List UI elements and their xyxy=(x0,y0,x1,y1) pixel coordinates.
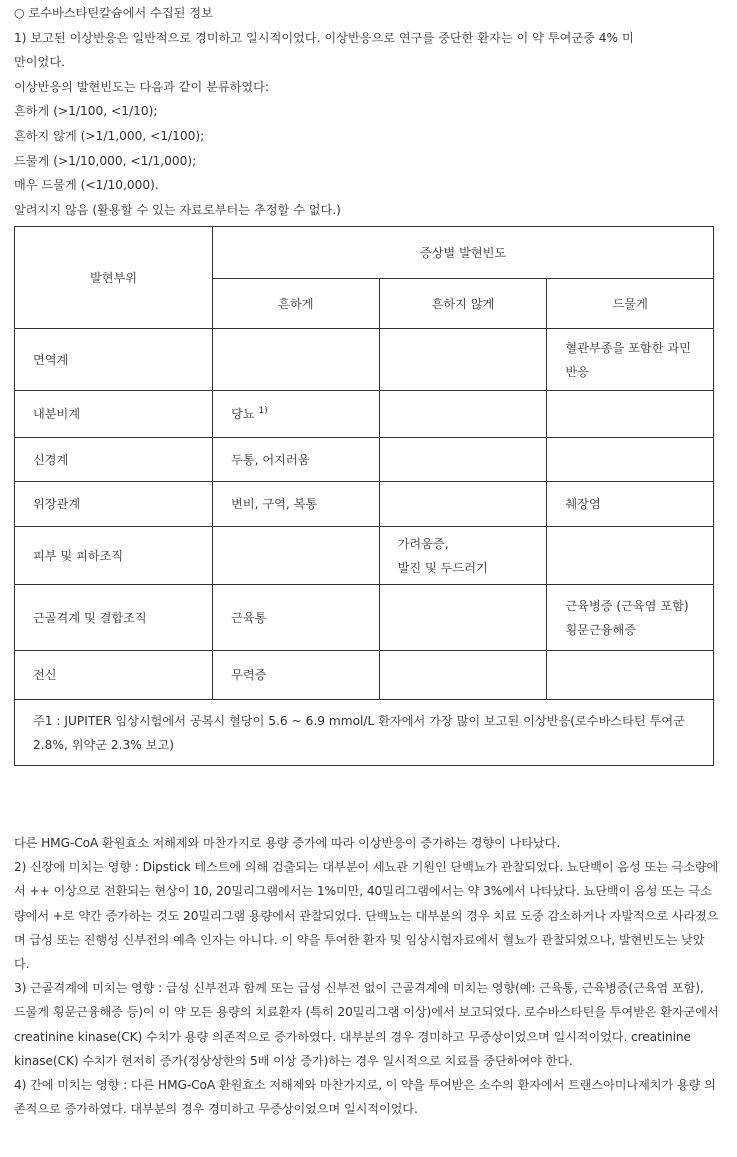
common-cell xyxy=(213,391,380,438)
intro-line-1: 1) 보고된 이상반응은 일반적으로 경미하고 일시적이었다. 이상반응으로 연구를 중단한 환자는 이 약 투여군중 4% 미 xyxy=(14,30,634,45)
site-cell: 내분비계 xyxy=(15,391,213,438)
common-text: 당뇨 xyxy=(231,407,255,421)
site-cell: 피부 및 피하조직 xyxy=(15,527,213,585)
table-row xyxy=(15,651,714,700)
table-row xyxy=(15,527,714,585)
intro-line-2: 만이었다. xyxy=(14,55,65,70)
site-cell: 근골격계 및 결합조직 xyxy=(15,585,213,651)
common-cell xyxy=(213,329,380,391)
uncommon-cell xyxy=(379,482,547,527)
col-rare-header: 드물게 xyxy=(547,279,714,329)
uncommon-cell xyxy=(379,329,547,391)
common-cell: 두통, 어지러움 xyxy=(213,438,380,482)
rare-cell xyxy=(547,527,714,585)
footnote-marker: 1) xyxy=(258,406,268,416)
table-row xyxy=(15,482,714,527)
uncommon-cell xyxy=(379,391,547,438)
common-cell: 무력증 xyxy=(213,651,380,700)
site-cell: 위장관계 xyxy=(15,482,213,527)
site-cell: 전신 xyxy=(15,651,213,700)
common-cell xyxy=(213,527,380,585)
body-paragraph-3: 3) 근골격계에 미치는 영향 : 급성 신부전과 함께 또는 급성 신부전 없이 근골격계에 미치는 영향(예: 근육통, 근육병증(근육염 포함), 드물게 횡문근융해증 등)이 이 약 모든 용량의 치료환자 (특히 20밀리그램 이상)에서 보고되었다. 로수바스타틴을 투여받은 환자군에서 creatinine kinase(CK) 수치가 용량 의존적으로 증가하였다. 대부분의 경우 경미하고 무증상이었으며 일시적이었다. creatinine kinase(CK) 수치가 현저히 증가(정상상한의 5배 이상 증가)하는 경우 일시적으로 치료를 중단하여야 한다. xyxy=(14,981,719,1068)
rare-line-2: 횡문근융해증 xyxy=(565,622,637,637)
uncommon-line-1: 가려움증, xyxy=(397,536,449,551)
col-uncommon-header: 흔하지 않게 xyxy=(379,279,547,329)
rare-line-1: 근육병증 (근육염 포함) xyxy=(565,598,689,613)
rare-cell xyxy=(547,391,714,438)
uncommon-cell xyxy=(379,651,547,700)
uncommon-cell xyxy=(379,585,547,651)
section-heading: ○ 로수바스타틴칼슘에서 수집된 정보 xyxy=(14,6,213,20)
rare-cell: 췌장염 xyxy=(547,482,714,527)
table-header-row xyxy=(15,227,714,279)
site-header: 발현부위 xyxy=(15,227,213,329)
uncommon-cell xyxy=(379,527,547,585)
table-row xyxy=(15,329,714,391)
body-paragraph-2: 2) 신장에 미치는 영향 : Dipstick 테스트에 의해 검출되는 대부분이 세뇨관 기원인 단백뇨가 관찰되었다. 뇨단백이 음성 또는 극소량에서 ++ 이상으로 전환되는 현상이 10, 20밀리그램에서는 1%미만, 40밀리그램에서는 약 3%에서 나타났다. 뇨단백이 음성 또는 극소량에서 +로 약간 증가하는 것도 20밀리그램 용량에서 관찰되었다. 단백뇨는 대부분의 경우 치료 도중 감소하거나 자발적으로 사라졌으며 급성 또는 진행성 신부전의 예측 인자는 아니다. 이 약을 투여한 환자 및 임상시험자료에서 혈뇨가 관찰되었으나, 발현빈도는 낮았다. xyxy=(14,860,719,972)
body-paragraph-1: 다른 HMG-CoA 환원효소 저해제와 마찬가지로 용량 증가에 따라 이상반응이 증가하는 경향이 나타났다. xyxy=(14,836,560,850)
frequency-intro: 이상반응의 발현빈도는 다음과 같이 분류하였다: xyxy=(14,79,270,94)
common-cell: 근육통 xyxy=(213,585,380,651)
body-paragraph-4: 4) 간에 미치는 영향 : 다른 HMG-CoA 환원효소 저해제와 마찬가지로, 이 약을 투여받은 소수의 환자에서 트랜스아미나제치가 용량 의존적으로 증가하였다. 대부분의 경우 경미하고 무증상이었으며 일시적이었다. xyxy=(14,1078,716,1117)
site-cell: 신경계 xyxy=(15,438,213,482)
rare-cell xyxy=(547,438,714,482)
rare-cell xyxy=(547,651,714,700)
rare-cell xyxy=(547,585,714,651)
table-row xyxy=(15,391,714,438)
table-footnote: 주1 : JUPITER 임상시험에서 공복시 혈당이 5.6 ~ 6.9 mmol/L 환자에서 가장 많이 보고된 이상반응(로수바스타틴 투여군 2.8%, 위약군 2.3% 보고) xyxy=(15,700,714,766)
common-cell: 변비, 구역, 복통 xyxy=(213,482,380,527)
adverse-reaction-table xyxy=(14,226,714,766)
intro-section xyxy=(14,1,719,222)
uncommon-cell xyxy=(379,438,547,482)
frequency-very-rare: 매우 드물게 (<1/10,000). xyxy=(14,178,159,193)
rare-cell: 혈관부종을 포함한 과민반응 xyxy=(547,329,714,391)
frequency-header: 증상별 발현빈도 xyxy=(213,227,714,279)
site-cell: 면역계 xyxy=(15,329,213,391)
frequency-uncommon: 흔하지 않게 (>1/1,000, <1/100); xyxy=(14,128,205,143)
frequency-common: 흔하게 (>1/100, <1/10); xyxy=(14,104,158,119)
uncommon-line-2: 발진 및 두드러기 xyxy=(397,560,488,575)
frequency-rare: 드물게 (>1/10,000, <1/1,000); xyxy=(14,153,197,168)
frequency-unknown: 알려지지 않음 (활용할 수 있는 자료로부터는 추정할 수 없다.) xyxy=(14,202,341,217)
table-row xyxy=(15,438,714,482)
col-common-header: 흔하게 xyxy=(213,279,380,329)
body-section xyxy=(14,831,719,1121)
table-row xyxy=(15,585,714,651)
table-footnote-row xyxy=(15,700,714,766)
